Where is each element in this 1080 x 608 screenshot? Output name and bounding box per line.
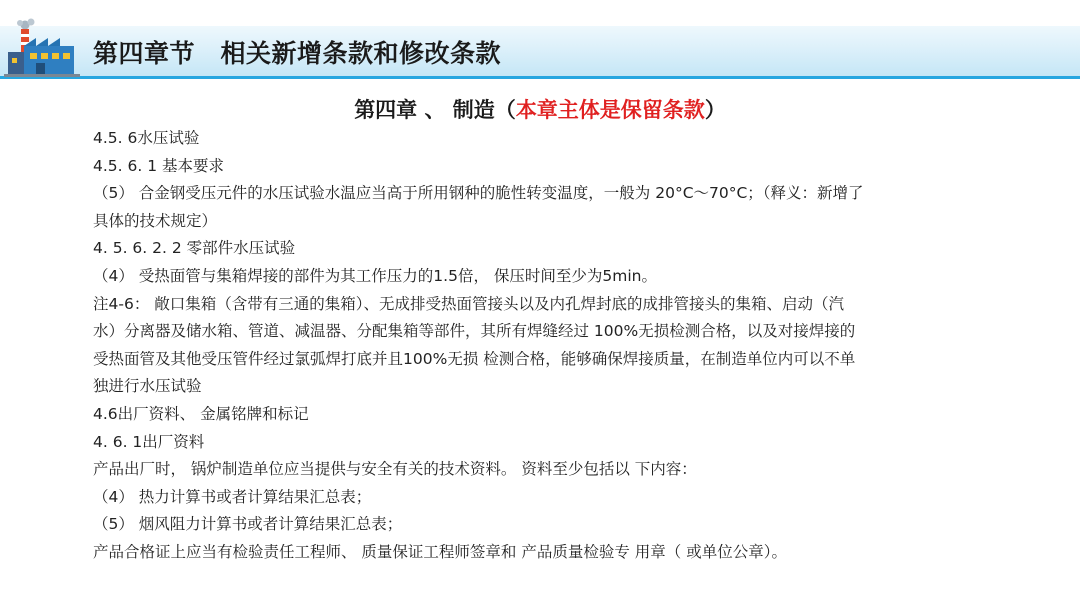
chapter-title-prefix: 第四章 、 制造（	[354, 98, 516, 122]
text-line: 产品合格证上应当有检验责任工程师、 质量保证工程师签章和 产品质量检验专 用章（ 或单位公章）。	[93, 542, 787, 561]
text-line: （5） 烟风阻力计算书或者计算结果汇总表；	[93, 515, 403, 534]
text-line: 独进行水压试验	[93, 377, 202, 396]
text-line: （5） 合金钢受压元件的水压试验水温应当高于所用钢种的脆性转变温度，一般为 20°C〜70°C；（释义：新增了	[93, 184, 864, 203]
text-line: （4） 受热面管与集箱焊接的部件为其工作压力的1.5倍， 保压时间至少为5min。	[93, 266, 657, 285]
chapter-title	[0, 94, 1080, 124]
chapter-title-suffix: ）	[704, 98, 726, 122]
text-line: 4.6出厂资料、 金属铭牌和标记	[93, 404, 309, 423]
slide-content	[0, 79, 1080, 608]
text-line: 具体的技术规定）	[93, 211, 218, 230]
text-line: 4. 6. 1出厂资料	[93, 432, 205, 451]
text-line: （4） 热力计算书或者计算结果汇总表；	[93, 487, 372, 506]
text-line: 4. 5. 6. 2. 2 零部件水压试验	[93, 239, 296, 258]
page-title: 第四章节 相关新增条款和修改条款	[93, 39, 502, 68]
body-text	[93, 125, 993, 567]
factory-icon	[4, 16, 80, 78]
text-line: 水）分离器及储水箱、管道、减温器、分配集箱等部件，其所有焊缝经过 100%无损检测合格，以及对接焊接的	[93, 322, 856, 341]
text-line: 4.5. 6水压试验	[93, 129, 200, 147]
slide-header	[0, 0, 1080, 78]
text-line: 4.5. 6. 1 基本要求	[93, 156, 225, 175]
text-line: 注4-6： 敞口集箱（含带有三通的集箱）、无成排受热面管接头以及内孔焊封底的成排管接头的集箱、启动（汽	[93, 294, 844, 313]
text-line: 受热面管及其他受压管件经过氯弧焊打底并且100%无损 检测合格，能够确保焊接质量，在制造单位内可以不单	[93, 349, 856, 368]
text-line: 产品出厂时， 锅炉制造单位应当提供与安全有关的技术资料。 资料至少包括以 下内容：	[93, 460, 697, 479]
chapter-title-highlight: 本章主体是保留条款	[515, 98, 705, 122]
